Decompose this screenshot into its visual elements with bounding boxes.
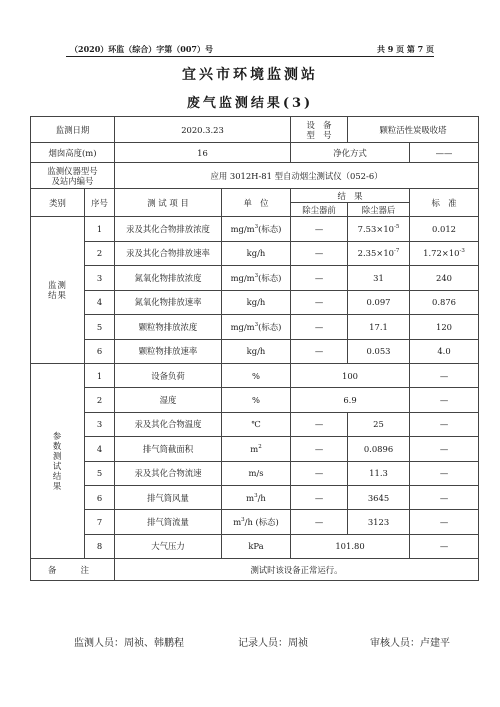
row-seq: 7 xyxy=(85,510,115,534)
row-unit xyxy=(222,485,291,509)
monitoring-row xyxy=(31,217,479,242)
monitor-signature: 监测人员：周祯、韩鹏程 xyxy=(74,638,184,649)
row-value: 101.80 xyxy=(291,534,410,558)
row-unit-main: kg/h xyxy=(246,248,266,259)
instrument-value: 应用 3012H-81 型自动烟尘测试仪（052-6） xyxy=(115,163,479,189)
row-before: — xyxy=(291,217,348,242)
row-seq: 5 xyxy=(85,315,115,340)
row-after: 0.0896 xyxy=(348,437,410,461)
group-parameter-label xyxy=(31,364,85,559)
row-seq: 4 xyxy=(85,437,115,461)
report-number: （2020）环监（综合）字第（007）号 xyxy=(70,44,213,54)
row-standard xyxy=(410,315,479,340)
col-header-standard: 标 准 xyxy=(410,189,479,217)
row-unit-main: mg/m xyxy=(230,272,255,283)
instrument-label xyxy=(31,163,115,189)
row-unit-tail: (标态) xyxy=(258,272,282,283)
col-header-category: 类别 xyxy=(31,189,85,217)
device-model-value: 颗粒活性炭吸收塔 xyxy=(348,117,479,143)
row-standard xyxy=(410,266,479,291)
row-seq: 4 xyxy=(85,290,115,315)
parameter-row xyxy=(31,461,479,485)
row-standard xyxy=(410,217,479,242)
note-row xyxy=(31,559,479,581)
parameter-row xyxy=(31,437,479,461)
page-indicator: 共 9 页 第 7 页 xyxy=(376,44,434,54)
group-parameter-char: 参 xyxy=(52,431,63,442)
row-unit-main: ℃ xyxy=(251,419,261,430)
row-unit-tail: /h (标态) xyxy=(244,517,279,528)
row-unit-main: m xyxy=(233,517,242,528)
info-row-stack xyxy=(31,143,479,163)
row-unit-main: kg/h xyxy=(246,346,266,357)
col-header-results: 结 果 xyxy=(291,189,410,203)
device-model-label-line2: 型 号 xyxy=(306,129,332,140)
instrument-label-line2: 及站内编号 xyxy=(51,175,94,186)
row-after: 11.3 xyxy=(348,461,410,485)
row-unit-exp: 2 xyxy=(258,444,262,451)
row-after: 3645 xyxy=(348,485,410,509)
recorder-signature: 记录人员：周祯 xyxy=(238,638,308,649)
row-item: 颗粒物排放浓度 xyxy=(115,315,222,340)
row-seq: 6 xyxy=(85,485,115,509)
parameter-row xyxy=(31,412,479,436)
row-standard-main: 0.012 xyxy=(432,223,456,234)
row-seq: 2 xyxy=(85,241,115,266)
row-unit-main: % xyxy=(252,370,260,381)
monitoring-row xyxy=(31,315,479,340)
parameter-row xyxy=(31,364,479,388)
row-unit-tail: (标态) xyxy=(258,223,282,234)
row-after-main: 7.53×10 xyxy=(357,223,394,234)
row-unit xyxy=(222,364,291,388)
row-seq: 2 xyxy=(85,388,115,412)
row-unit-exp: 3 xyxy=(254,492,258,499)
row-item: 汞及其化合物排放速率 xyxy=(115,241,222,266)
row-item: 汞及其化合物排放浓度 xyxy=(115,217,222,242)
date-label: 监测日期 xyxy=(31,117,115,143)
results-table xyxy=(30,116,479,581)
row-after: 3123 xyxy=(348,510,410,534)
row-unit xyxy=(222,388,291,412)
group-parameter-char: 结 xyxy=(52,471,63,482)
row-seq: 3 xyxy=(85,412,115,436)
row-after-main: 31 xyxy=(373,272,384,283)
row-after-exp: -5 xyxy=(393,223,400,230)
col-header-seq: 序号 xyxy=(85,189,115,217)
row-unit-main: m xyxy=(250,443,259,454)
row-before: — xyxy=(291,339,348,364)
row-before: — xyxy=(291,510,348,534)
parameter-row xyxy=(31,534,479,558)
row-unit xyxy=(222,266,291,291)
row-seq: 6 xyxy=(85,339,115,364)
row-after xyxy=(348,241,410,266)
group-parameter-char: 测 xyxy=(52,451,63,462)
col-header-before: 除尘器前 xyxy=(291,203,348,217)
device-model-label xyxy=(291,117,348,143)
note-value: 测试时该设备正常运行。 xyxy=(115,559,479,581)
row-unit-main: mg/m xyxy=(230,321,255,332)
col-header-after: 除尘器后 xyxy=(348,203,410,217)
row-unit xyxy=(222,290,291,315)
row-before: — xyxy=(291,485,348,509)
row-unit-tail: /h xyxy=(257,492,266,503)
group-parameter-char: 试 xyxy=(52,461,63,472)
row-after-main: 2.35×10 xyxy=(357,248,394,259)
row-standard xyxy=(410,339,479,364)
group-parameter-char: 果 xyxy=(52,481,63,492)
monitoring-row xyxy=(31,266,479,291)
header-row-1 xyxy=(31,189,479,203)
row-unit xyxy=(222,217,291,242)
row-unit xyxy=(222,510,291,534)
info-row-instrument xyxy=(31,163,479,189)
row-standard: — xyxy=(410,461,479,485)
row-after-main: 17.1 xyxy=(369,321,388,332)
row-item: 排气筒流量 xyxy=(115,510,222,534)
row-unit-tail: (标态) xyxy=(258,321,282,332)
group-monitoring-char: 结果 xyxy=(48,290,67,300)
row-seq: 5 xyxy=(85,461,115,485)
row-before: — xyxy=(291,290,348,315)
row-before: — xyxy=(291,437,348,461)
row-standard xyxy=(410,241,479,266)
row-item: 设备负荷 xyxy=(115,364,222,388)
info-row-date xyxy=(31,117,479,143)
group-monitoring-char: 监测 xyxy=(48,280,67,290)
row-after xyxy=(348,266,410,291)
row-unit xyxy=(222,534,291,558)
organization-title: 宜兴市环境监测站 xyxy=(182,67,318,83)
row-unit-main: mg/m xyxy=(230,223,255,234)
row-standard-main: 4.0 xyxy=(437,346,451,357)
row-unit-main: m xyxy=(246,492,255,503)
row-item: 排气筒截面积 xyxy=(115,437,222,461)
row-unit-main: kg/h xyxy=(246,297,266,308)
row-after xyxy=(348,217,410,242)
row-item: 湿度 xyxy=(115,388,222,412)
row-after-exp: -7 xyxy=(393,248,400,255)
row-standard-main: 0.876 xyxy=(432,297,456,308)
note-label: 备 注 xyxy=(31,559,115,581)
purification-label: 净化方式 xyxy=(291,143,410,163)
row-before: — xyxy=(291,461,348,485)
col-header-unit: 单 位 xyxy=(222,189,291,217)
row-standard: — xyxy=(410,412,479,436)
stack-height-label: 烟囱高度(m) xyxy=(31,143,115,163)
row-unit xyxy=(222,412,291,436)
row-item: 颗粒物排放速率 xyxy=(115,339,222,364)
parameter-row xyxy=(31,510,479,534)
row-unit-exp: 3 xyxy=(254,272,259,279)
row-before: — xyxy=(291,412,348,436)
group-monitoring-label xyxy=(31,217,85,364)
row-standard xyxy=(410,290,479,315)
row-unit xyxy=(222,315,291,340)
row-standard: — xyxy=(410,364,479,388)
row-unit xyxy=(222,437,291,461)
row-after: 25 xyxy=(348,412,410,436)
row-seq: 3 xyxy=(85,266,115,291)
row-item: 氮氧化物排放速率 xyxy=(115,290,222,315)
col-header-item: 测 试 项 目 xyxy=(115,189,222,217)
report-title: 废气监测结果(3) xyxy=(186,96,314,111)
row-unit-main: % xyxy=(252,395,260,406)
row-seq: 1 xyxy=(85,217,115,242)
row-item: 氮氧化物排放浓度 xyxy=(115,266,222,291)
header-rule xyxy=(66,56,434,57)
row-item: 汞及其化合物流速 xyxy=(115,461,222,485)
row-standard: — xyxy=(410,437,479,461)
row-standard-main: 240 xyxy=(436,272,452,283)
date-value: 2020.3.23 xyxy=(115,117,291,143)
row-unit-main: m/s xyxy=(248,468,264,479)
device-model-label-line1: 设 备 xyxy=(306,119,332,130)
row-after-main: 0.097 xyxy=(366,297,391,308)
row-unit xyxy=(222,339,291,364)
row-item: 汞及其化合物温度 xyxy=(115,412,222,436)
row-value: 6.9 xyxy=(291,388,410,412)
row-before: — xyxy=(291,241,348,266)
row-before: — xyxy=(291,315,348,340)
purification-value: —— xyxy=(410,143,479,163)
row-before: — xyxy=(291,266,348,291)
row-after-main: 0.053 xyxy=(366,346,391,357)
row-item: 排气筒风量 xyxy=(115,485,222,509)
row-unit-exp: 3 xyxy=(241,517,245,524)
stack-height-value: 16 xyxy=(115,143,291,163)
row-unit-exp: 3 xyxy=(254,321,259,328)
monitoring-row xyxy=(31,241,479,266)
row-standard-exp: -3 xyxy=(459,248,465,255)
row-after xyxy=(348,290,410,315)
row-item: 大气压力 xyxy=(115,534,222,558)
row-unit-exp: 3 xyxy=(254,223,259,230)
monitoring-row xyxy=(31,290,479,315)
row-seq: 1 xyxy=(85,364,115,388)
group-parameter-char: 数 xyxy=(52,441,63,452)
row-unit-main: kPa xyxy=(248,541,264,552)
row-standard: — xyxy=(410,388,479,412)
row-seq: 8 xyxy=(85,534,115,558)
row-standard: — xyxy=(410,485,479,509)
row-after xyxy=(348,339,410,364)
instrument-label-line1: 监测仪器型号 xyxy=(47,165,98,176)
row-standard-main: 1.72×10 xyxy=(423,248,460,259)
row-standard: — xyxy=(410,534,479,558)
row-unit xyxy=(222,241,291,266)
row-standard-main: 120 xyxy=(436,321,452,332)
row-value: 100 xyxy=(291,364,410,388)
row-unit xyxy=(222,461,291,485)
row-after xyxy=(348,315,410,340)
reviewer-signature: 审核人员：卢建平 xyxy=(370,638,450,649)
monitoring-row xyxy=(31,339,479,364)
parameter-row xyxy=(31,485,479,509)
row-standard: — xyxy=(410,510,479,534)
parameter-row xyxy=(31,388,479,412)
